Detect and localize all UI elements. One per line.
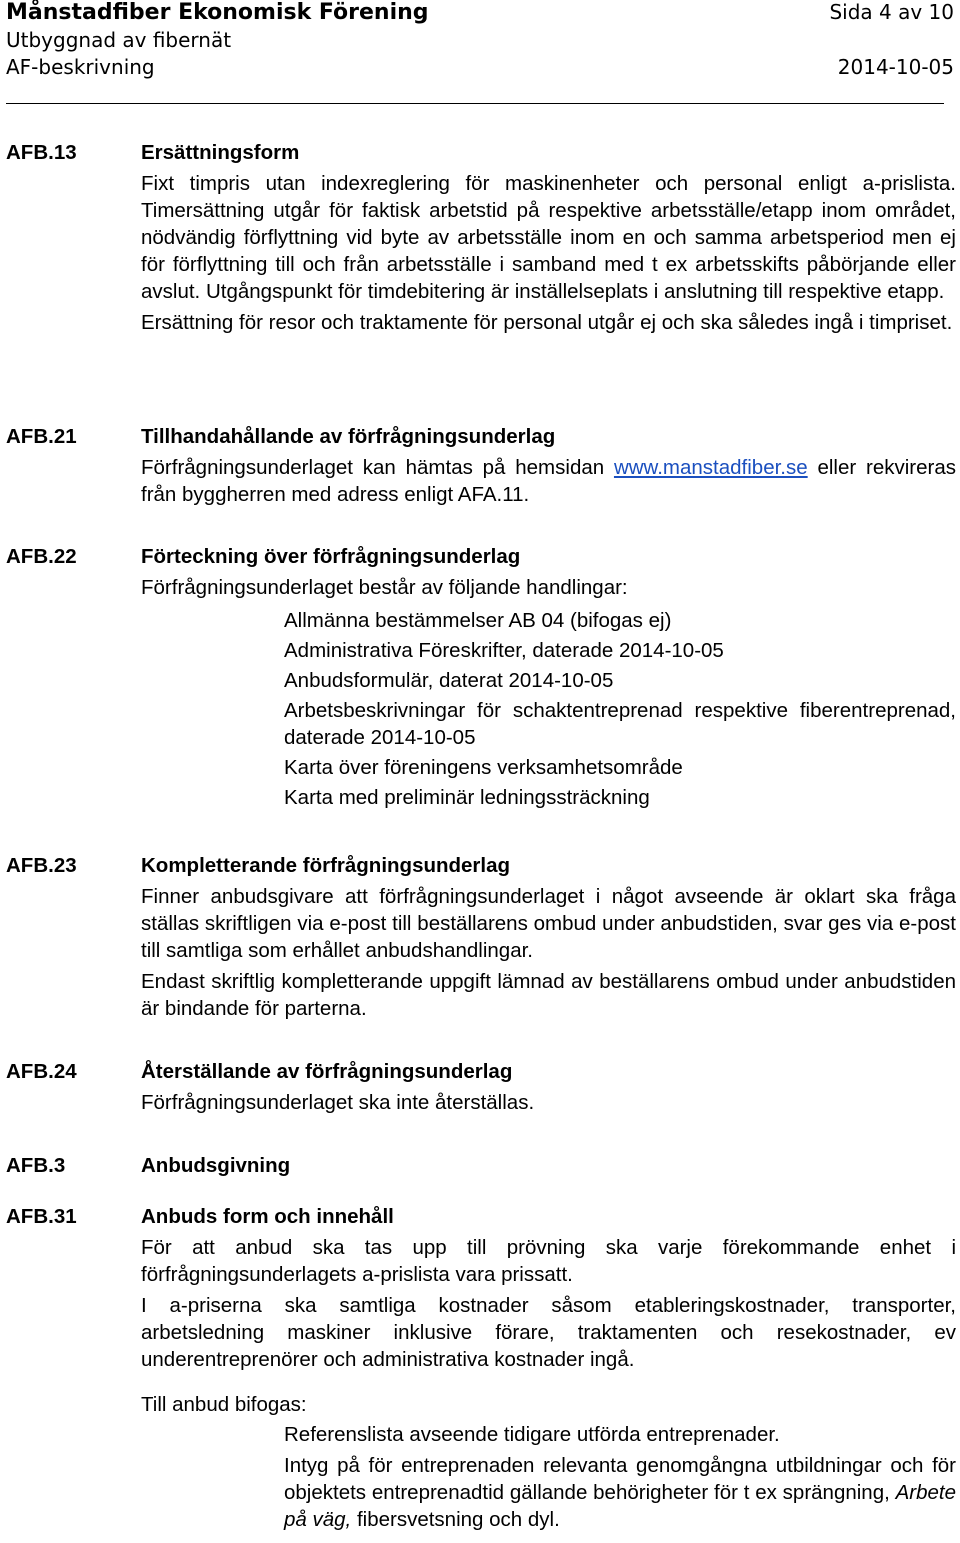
- paragraph: Endast skriftlig kompletterande uppgift lämnad av beställarens ombud under anbudstiden är bindande för parterna.: [141, 970, 956, 1020]
- document-type: AF-beskrivning: [6, 55, 155, 79]
- list-item: Referenslista avseende tidigare utförda entreprenader.: [284, 1423, 780, 1446]
- paragraph: I a-priserna ska samtliga kostnader såsom etableringskostnader, transporter, arbetsledning maskiner inklusive förare, traktamenten och resekostnader, ev underentreprenörer och administrativa kostnader ingå.: [141, 1294, 956, 1371]
- header-divider: [6, 103, 944, 104]
- section-code: AFB.24: [6, 1060, 77, 1083]
- website-link[interactable]: www.manstadfiber.se: [613, 456, 808, 479]
- paragraph: Ersättning för resor och traktamente för personal utgår ej och ska således ingå i timpriset.: [141, 311, 953, 334]
- paragraph: Fixt timpris utan indexreglering för maskinenheter och personal enligt a-prislista. Timersättning utgår för faktisk arbetstid på respektive arbetsställe/etapp inom området, nödvändig förflyttning vid byte av arbetsställe inom en och samma arbetsperiod men ej för förflyttning till och från arbetsställe i samband med t ex arbetsskifts påbörjande eller avslut. Utgångspunkt för timdebitering är inställelseplats i anslutning till respektive etapp.: [141, 172, 956, 303]
- list-item: Intyg på för entreprenaden relevanta genomgångna utbildningar och för objektets entreprenadtid gällande behörigheter för t ex sprängning, Arbete på väg, fibersvetsning och dyl.: [284, 1454, 956, 1531]
- section-title: Ersättningsform: [141, 141, 300, 164]
- section-code: AFB.22: [6, 545, 77, 568]
- section-title: Förteckning över förfrågningsunderlag: [141, 545, 521, 568]
- paragraph: Förfrågningsunderlaget kan hämtas på hemsidan www.manstadfiber.se eller rekvireras från byggherren med adress enligt AFA.11.: [141, 456, 956, 506]
- page-number: Sida 4 av 10: [829, 0, 954, 24]
- list-item: Anbudsformulär, daterat 2014-10-05: [284, 669, 614, 692]
- list-item: Karta över föreningens verksamhetsområde: [284, 756, 683, 779]
- section-title: Anbuds form och innehåll: [141, 1205, 394, 1228]
- section-code: AFB.31: [6, 1205, 77, 1228]
- paragraph: Förfrågningsunderlaget ska inte återställas.: [141, 1091, 535, 1114]
- section-code: AFB.3: [6, 1154, 66, 1177]
- section-code: AFB.23: [6, 854, 77, 877]
- paragraph: Finner anbudsgivare att förfrågningsunderlaget i något avseende är oklart ska fråga ställas skriftligen via e-post till beställarens ombud under anbudstiden, svar ges via e-post till samtliga som erhållet anbudshandlingar.: [141, 885, 956, 962]
- section-title: Tillhandahållande av förfrågningsunderlag: [141, 425, 556, 448]
- section-title: Återställande av förfrågningsunderlag: [141, 1060, 513, 1083]
- section-code: AFB.13: [6, 141, 77, 164]
- project-name: Utbyggnad av fibernät: [6, 28, 232, 52]
- section-code: AFB.21: [6, 425, 77, 448]
- paragraph: Förfrågningsunderlaget består av följande handlingar:: [141, 576, 628, 599]
- document-date: 2014-10-05: [837, 55, 954, 79]
- attachments-label: Till anbud bifogas:: [141, 1393, 307, 1416]
- section-title: Kompletterande förfrågningsunderlag: [141, 854, 511, 877]
- list-item: Karta med preliminär ledningssträckning: [284, 786, 650, 809]
- list-item: Allmänna bestämmelser AB 04 (bifogas ej): [284, 609, 672, 632]
- attachments-list: [141, 1421, 956, 1533]
- section-title: Anbudsgivning: [141, 1154, 291, 1177]
- paragraph: För att anbud ska tas upp till prövning ska varje förekommande enhet i förfrågningsunderlagets a-prislista vara prissatt.: [141, 1236, 956, 1286]
- list-item: Administrativa Föreskrifter, daterade 2014-10-05: [284, 639, 724, 662]
- org-name: Månstadfiber Ekonomisk Förening: [6, 0, 429, 25]
- list-item: Arbetsbeskrivningar för schaktentreprenad respektive fiberentreprenad, daterade 2014-10-05: [284, 699, 956, 749]
- document-list: [141, 607, 956, 811]
